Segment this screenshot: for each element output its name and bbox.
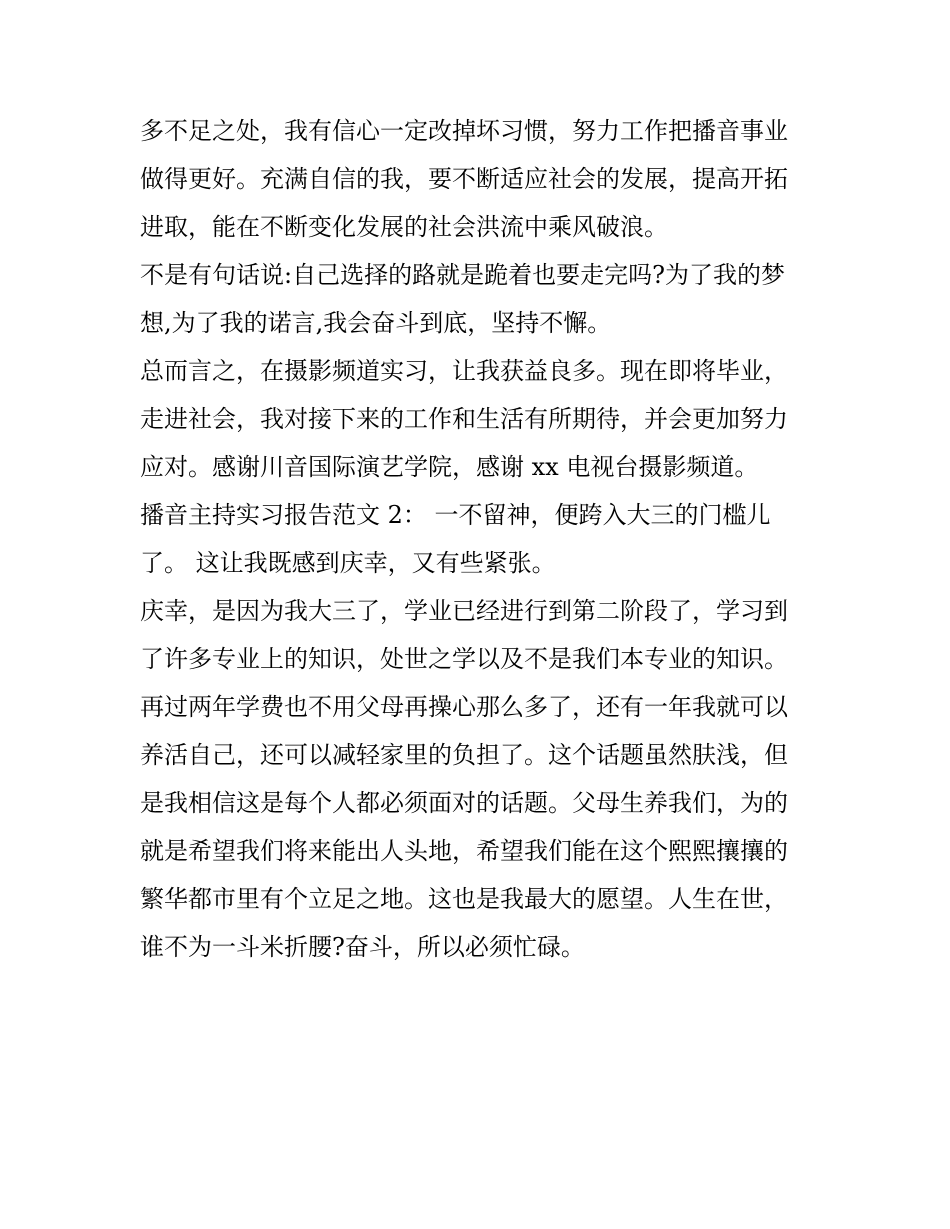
- text-line: 就是希望我们将来能出人头地，希望我们能在这个熙熙攘攘的: [140, 837, 788, 865]
- text-line: 总而言之，在摄影频道实习，让我获益良多。现在即将毕业，: [140, 357, 788, 385]
- text-line: 庆幸，是因为我大三了，学业已经进行到第二阶段了，学习到: [140, 597, 788, 625]
- text-line: 养活自己，还可以减轻家里的负担了。这个话题虽然肤浅，但: [140, 741, 788, 769]
- text-line: 应对。感谢川音国际演艺学院，感谢 xx 电视台摄影频道。: [140, 453, 759, 481]
- text-line: 再过两年学费也不用父母再操心那么多了，还有一年我就可以: [140, 693, 788, 721]
- text-line: 做得更好。充满自信的我，要不断适应社会的发展，提高开拓: [140, 165, 788, 193]
- paragraph-3: [140, 347, 820, 491]
- text-line: 谁不为一斗米折腰?奋斗，所以必须忙碌。: [140, 933, 585, 961]
- text-line: 了。 这让我既感到庆幸，又有些紧张。: [140, 549, 556, 577]
- paragraph-1: [140, 107, 820, 251]
- text-line: 了许多专业上的知识，处世之学以及不是我们本专业的知识。: [140, 645, 788, 673]
- document-body: [140, 107, 820, 971]
- text-line: 不是有句话说:自己选择的路就是跪着也要走完吗?为了我的梦: [140, 261, 785, 289]
- text-line: 走进社会，我对接下来的工作和生活有所期待，并会更加努力: [140, 405, 788, 433]
- text-line: 是我相信这是每个人都必须面对的话题。父母生养我们，为的: [140, 789, 788, 817]
- paragraph-5: [140, 587, 820, 971]
- text-line: 播音主持实习报告范文 2： 一不留神，便跨入大三的门槛儿: [140, 501, 771, 529]
- paragraph-2: [140, 251, 820, 347]
- text-line: 多不足之处，我有信心一定改掉坏习惯，努力工作把播音事业: [140, 117, 788, 145]
- text-line: 进取，能在不断变化发展的社会洪流中乘风破浪。: [140, 213, 668, 241]
- paragraph-4: [140, 491, 820, 587]
- text-line: 想,为了我的诺言,我会奋斗到底，坚持不懈。: [140, 309, 612, 337]
- text-line: 繁华都市里有个立足之地。这也是我最大的愿望。人生在世，: [140, 885, 788, 913]
